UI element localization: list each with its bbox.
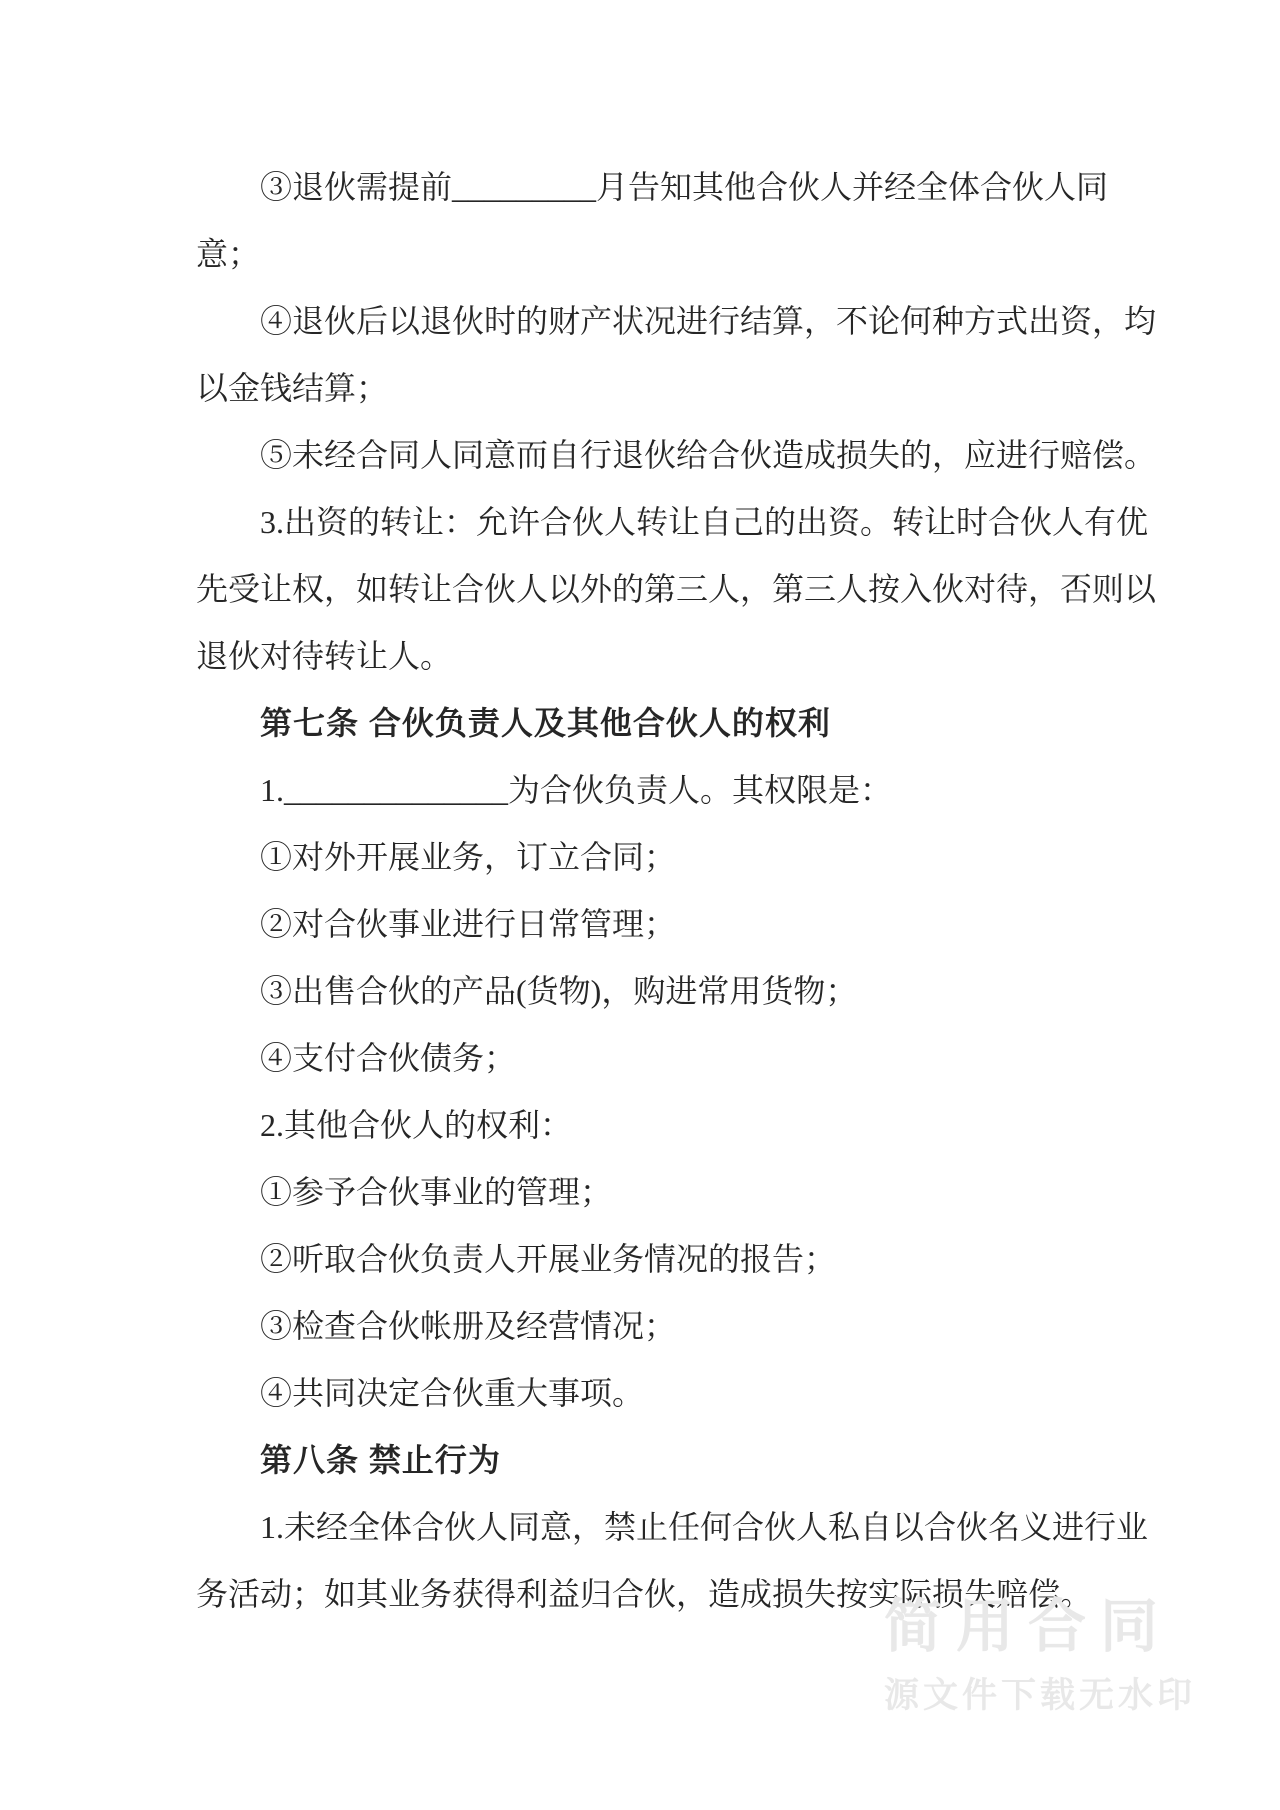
text-line: 务活动；如其业务获得利益归合伙，造成损失按实际损失赔偿。 <box>196 1576 1093 1612</box>
text-line: ⑤未经合同人同意而自行退伙给合伙造成损失的，应进行赔偿。 <box>260 437 1157 473</box>
text-line: ①对外开展业务，订立合同； <box>260 839 677 875</box>
watermark-logo-text: 简用合同 <box>884 1594 1173 1659</box>
text-line: 退伙对待转让人。 <box>196 638 453 674</box>
text-line: ③退伙需提前_________月告知其他合伙人并经全体合伙人同 <box>260 169 1109 205</box>
watermark-tagline-text: 源文件下载无水印 <box>884 1676 1197 1715</box>
text-line: ②听取合伙负责人开展业务情况的报告； <box>260 1241 837 1277</box>
text-line: ②对合伙事业进行日常管理； <box>260 906 677 942</box>
text-line: 3.出资的转让：允许合伙人转让自己的出资。转让时合伙人有优 <box>260 504 1149 540</box>
text-line: ①参予合伙事业的管理； <box>260 1174 613 1210</box>
section-heading: 第八条 禁止行为 <box>260 1442 501 1478</box>
text-line: 1.______________为合伙负责人。其权限是： <box>260 772 893 808</box>
text-line: 1.未经全体合伙人同意，禁止任何合伙人私自以合伙名义进行业 <box>260 1509 1149 1545</box>
text-line: ③检查合伙帐册及经营情况； <box>260 1308 677 1344</box>
section-heading: 第七条 合伙负责人及其他合伙人的权利 <box>260 705 831 741</box>
text-line: ④共同决定合伙重大事项。 <box>260 1375 645 1411</box>
text-line: 2.其他合伙人的权利： <box>260 1107 573 1143</box>
text-line: 以金钱结算； <box>196 370 389 406</box>
text-line: ④支付合伙债务； <box>260 1040 517 1076</box>
text-line: ③出售合伙的产品(货物)，购进常用货物； <box>260 973 858 1009</box>
text-line: ④退伙后以退伙时的财产状况进行结算，不论何种方式出资，均 <box>260 303 1157 339</box>
text-line: 先受让权，如转让合伙人以外的第三人，第三人按入伙对待，否则以 <box>196 571 1157 607</box>
text-line: 意； <box>196 236 261 272</box>
